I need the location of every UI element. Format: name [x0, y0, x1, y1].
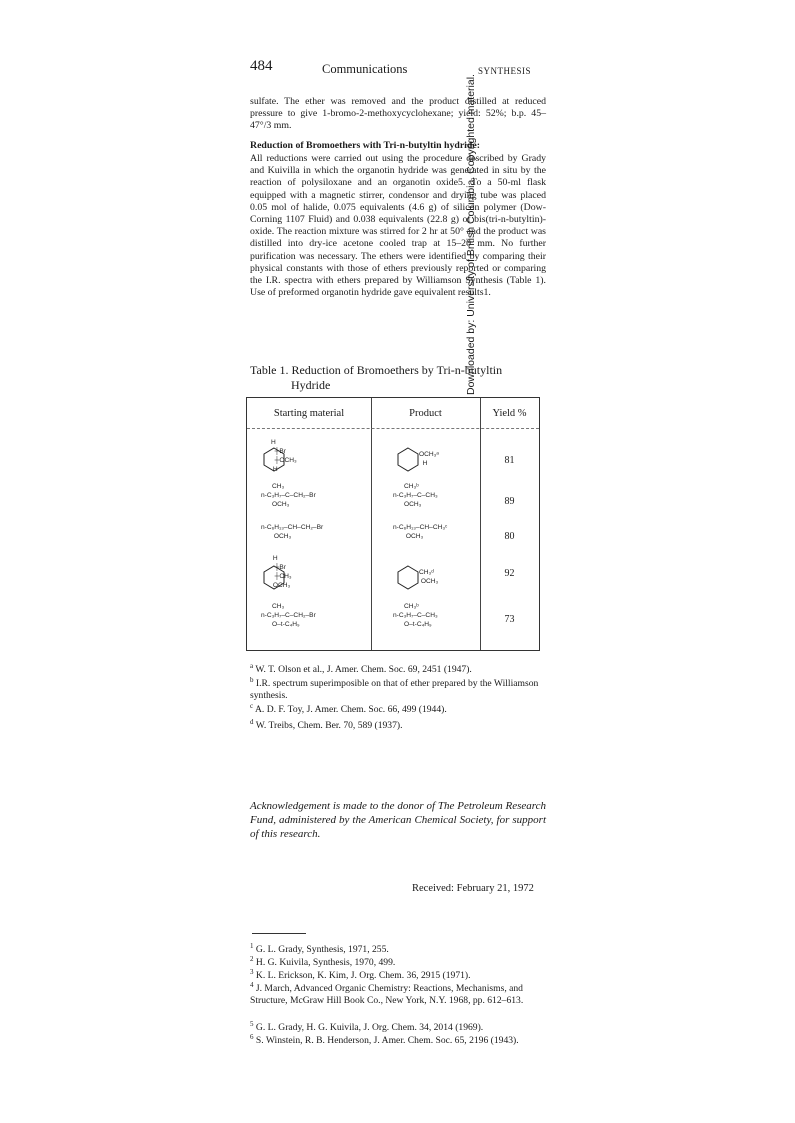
yield-value: 73: [504, 614, 515, 625]
table-row: n-C₆H₁₃–CH–CH₂–Br OCH₃: [261, 524, 324, 540]
reduction-table: [246, 397, 540, 651]
header-rule: [247, 428, 539, 429]
received-date: Received: February 21, 1972: [412, 883, 534, 894]
footnote: $^d$ W. Treibs, Chem. Ber. 70, 589 (1937).: [250, 718, 403, 732]
table-row: CH₃ n-C₃H₇–C–CH₂–Br O–t-C₄H₉: [261, 603, 316, 628]
table-caption-line2: Hydride: [291, 378, 331, 392]
journal-name: SYNTHESIS: [478, 66, 532, 76]
table-row: H ┼Br ┼OCH₃ H: [271, 439, 297, 473]
cyclohexane-ring-icon: [395, 564, 421, 590]
reference-item: $^6$ S. Winstein, R. B. Henderson, J. Amer. Chem. Soc. 65, 2196 (1943).: [250, 1033, 519, 1047]
reference-item: $^5$ G. L. Grady, H. G. Kuivila, J. Org. Chem. 34, 2014 (1969).: [250, 1020, 484, 1034]
col-header-yield: Yield %: [492, 408, 527, 419]
method-paragraph: All reductions were carried out using the procedure described by Grady and Kuivilla in which the organotin hydride was generated in situ by the reaction of polysiloxane and an organotin oxide5. To a 50-ml flask equipped with a magnetic stirrer, condensor and drying tube was placed 0.05 mol of halide, 0.075 equivalents (4.6 g) of silicon polymer (Dow-Corning 1107 Fluid) and 0.038 equivalents (22.8 g) of bis(tri-n-butyltin)-oxide. The reaction mixture was stirred for 2 hr at 50° and the product was distilled into dry-ice acetone cooled trap at 15–20 mm. No further purification was necessary. The ethers were identified by comparing their physical constants with those of ethers previously reported or comparing the I.R. spectra with ethers prepared by Williamson Synthesis (Table 1). Use of preformed organotin hydride gave equivalent results1.: [250, 153, 546, 299]
reference-item: $^3$ K. L. Erickson, K. Kim, J. Org. Chem. 36, 2915 (1971).: [250, 968, 471, 982]
page-number: 484: [250, 58, 273, 74]
section-label: Communications: [322, 62, 408, 76]
table-row: H ┼Br ┼CH₃ OCH₃: [272, 555, 292, 589]
section-title: Reduction of Bromoethers with Tri-n-butyltin hydride:: [250, 140, 480, 151]
acknowledgement: Acknowledgement is made to the donor of The Petroleum Research Fund, administered by the American Chemical Society, for support of this research.: [250, 800, 546, 840]
table-row: n-C₆H₁₃–CH–CH₃ᶜ OCH₃: [393, 524, 448, 540]
reference-item: $^2$ H. G. Kuivila, Synthesis, 1970, 499.: [250, 955, 396, 969]
table-divider: [480, 398, 481, 650]
table-row: CH₃ᵇ n-C₃H₇–C–CH₃ OCH₃: [393, 483, 438, 508]
reference-rule: [252, 933, 306, 934]
reference-item: $^4$ J. March, Advanced Organic Chemistry: Reactions, Mechanisms, and Structure, McGraw Hill Book Co., New York, N.Y. 1968, pp. 612–613.: [250, 981, 524, 1007]
reference-item: $^1$ G. L. Grady, Synthesis, 1971, 255.: [250, 942, 389, 956]
col-header-start: Starting material: [273, 408, 345, 419]
table-caption-line1: Table 1. Reduction of Bromoethers by Tri-n-butyltin: [250, 363, 503, 377]
table-row: CH₃ n-C₃H₇–C–CH₂–Br OCH₃: [261, 483, 316, 508]
footnote: $^b$ I.R. spectrum superimposible on that of ether prepared by the Williamson synthesis.: [250, 676, 539, 702]
cyclohexane-ring-icon: [395, 446, 421, 472]
table-divider: [371, 398, 372, 650]
yield-value: 92: [504, 568, 515, 579]
table-caption: [250, 363, 502, 393]
footnote: $^a$ W. T. Olson et al., J. Amer. Chem. Soc. 69, 2451 (1947).: [250, 662, 472, 676]
table-row: CH₃ᵈ OCH₃: [419, 569, 439, 585]
yield-value: 89: [504, 496, 515, 507]
col-header-product: Product: [409, 408, 442, 419]
table-row: CH₃ᵇ n-C₃H₇–C–CH₃ O–t-C₄H₉: [393, 603, 438, 628]
yield-value: 81: [504, 455, 515, 466]
download-notice: Downloaded by: University of British Columbia. Copyrighted material.: [465, 74, 477, 395]
yield-value: 80: [504, 531, 515, 542]
table-row: OCH₃ᵃ H: [419, 451, 439, 467]
footnote: $^c$ A. D. F. Toy, J. Amer. Chem. Soc. 66, 499 (1944).: [250, 702, 447, 716]
intro-paragraph: sulfate. The ether was removed and the product distilled at reduced pressure to give 1-bromo-2-methoxycyclohexane; yield: 52%; b.p. 45–47°/3 mm.: [250, 96, 546, 132]
